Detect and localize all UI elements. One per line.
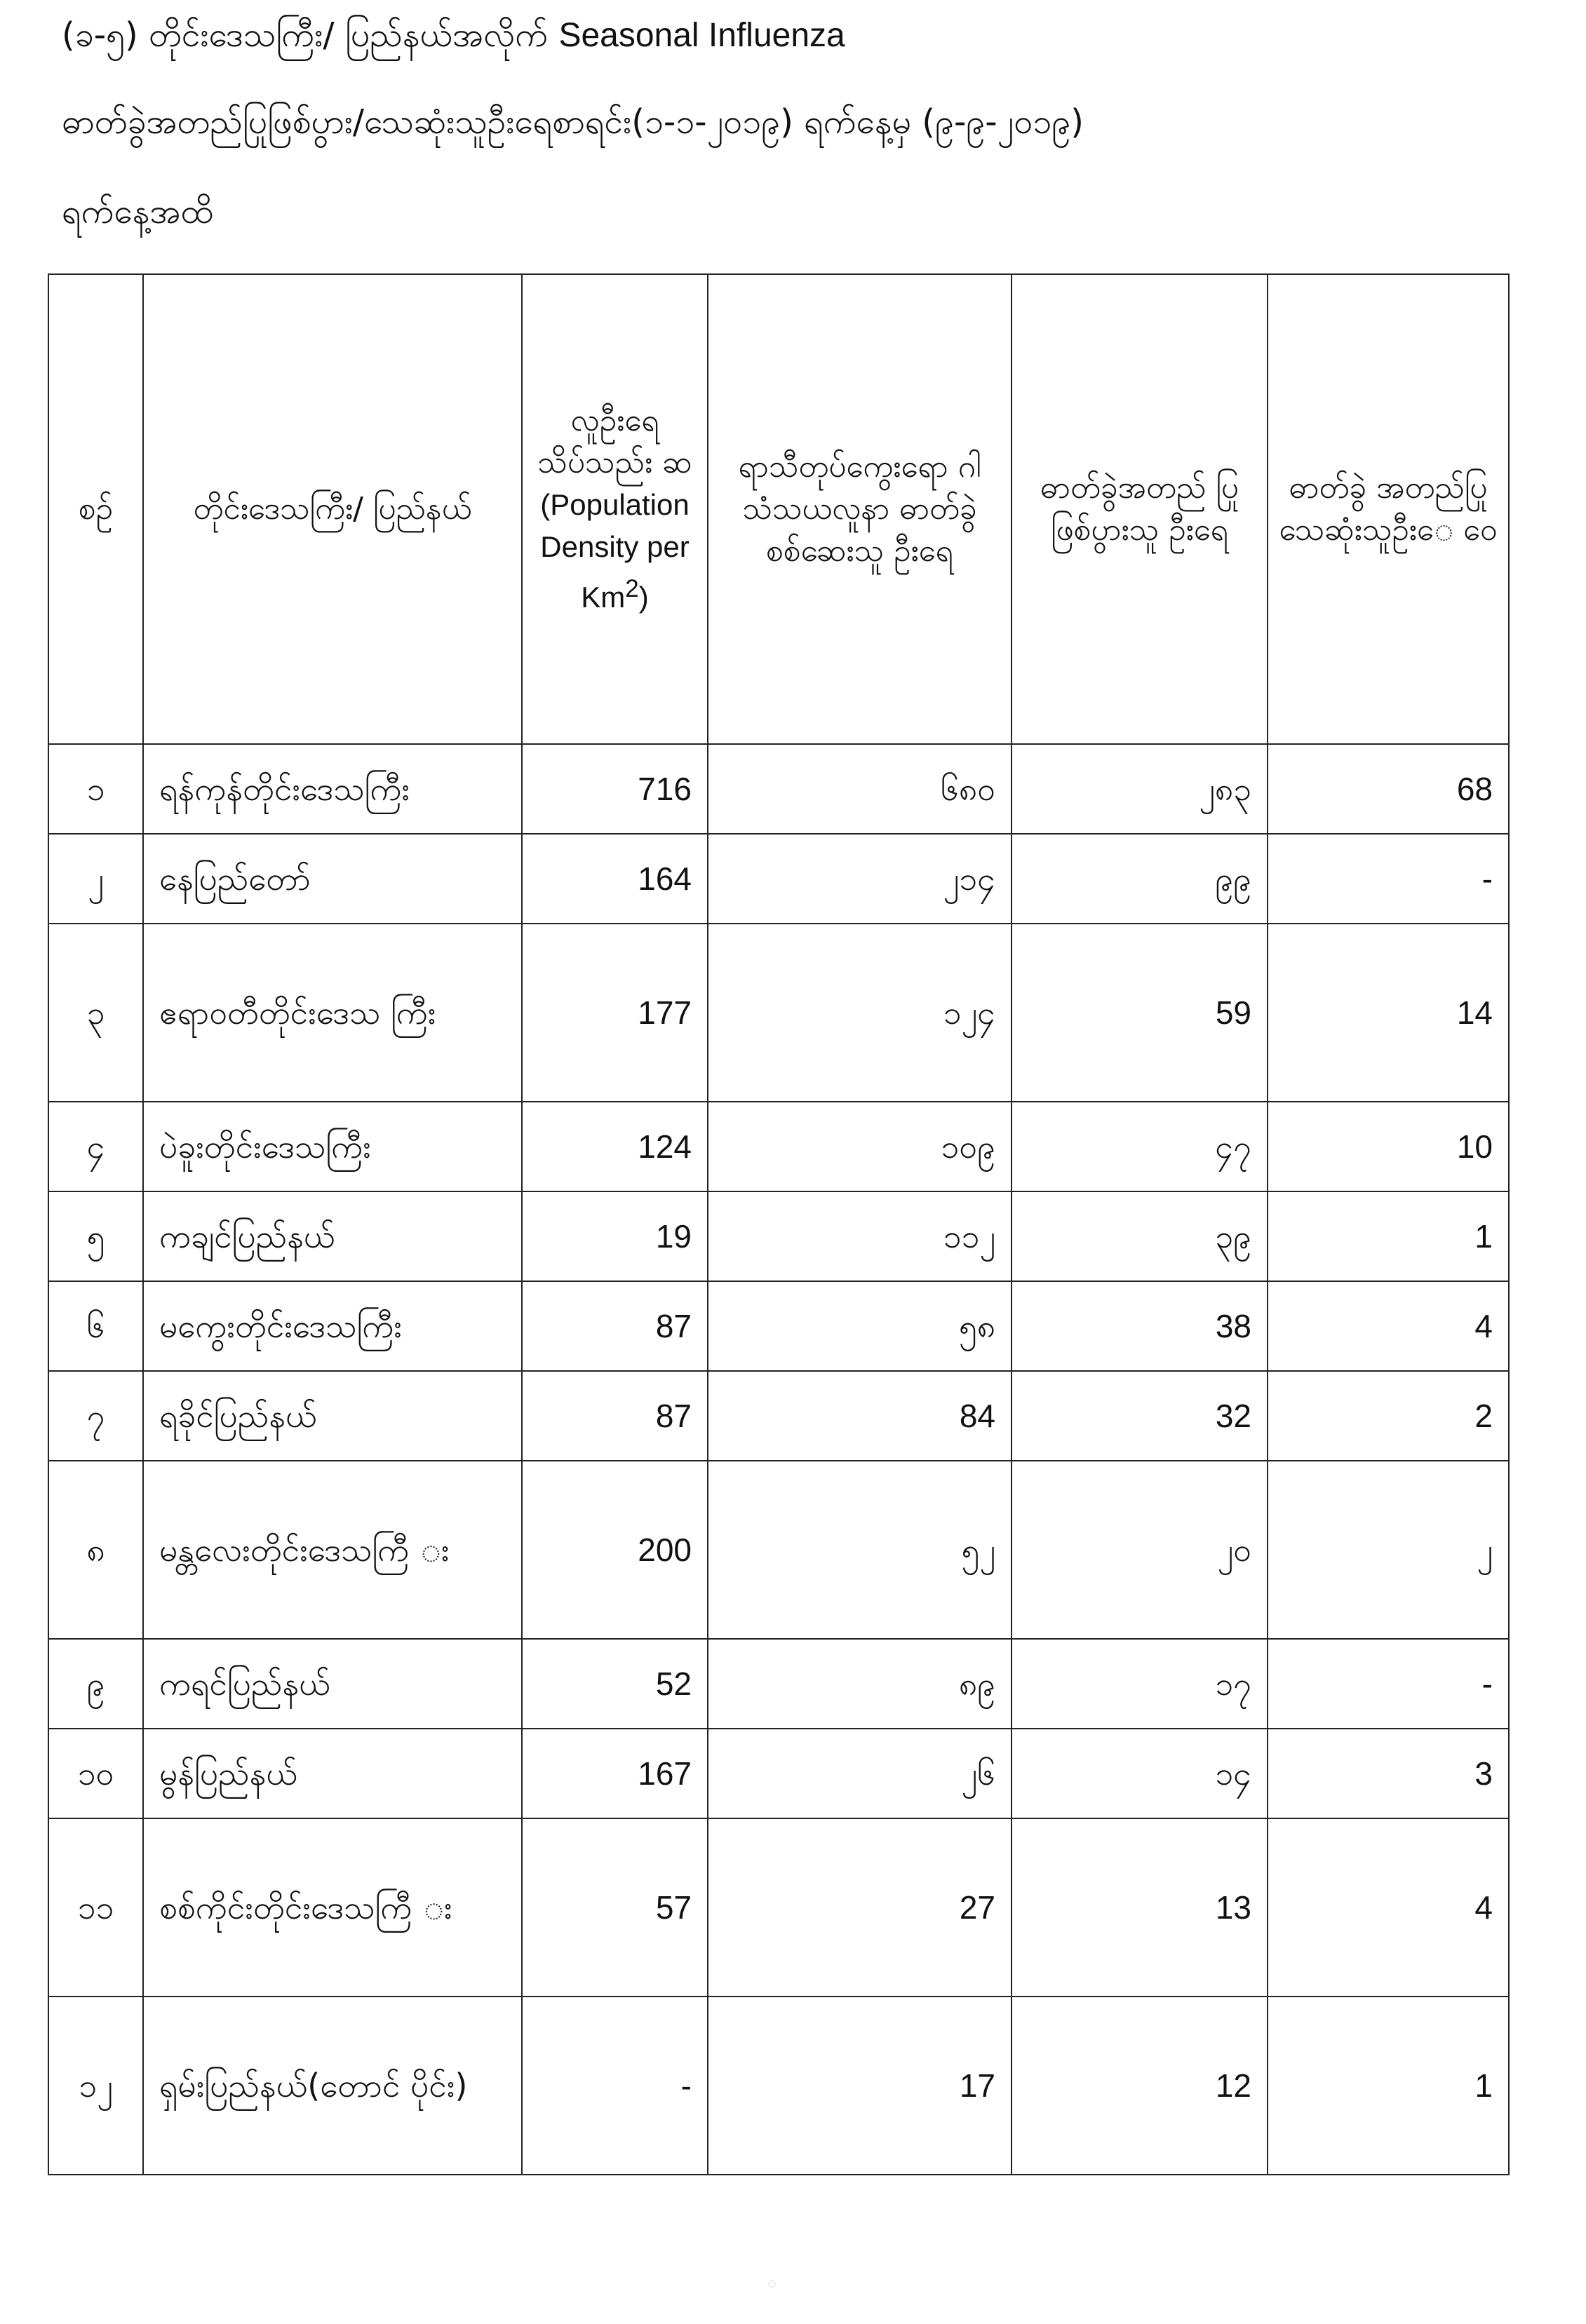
cell-confirmed: 38: [1012, 1281, 1268, 1371]
cell-deaths: 4: [1268, 1281, 1509, 1371]
cell-region: ကချင်ပြည်နယ်: [143, 1191, 522, 1281]
cell-sr: ၉: [48, 1639, 143, 1729]
cell-tested: ၁၀၉: [708, 1102, 1012, 1191]
cell-region: မကွေးတိုင်းဒေသကြီး: [143, 1281, 522, 1371]
cell-deaths: 68: [1268, 744, 1509, 834]
title-line-1: [62, 13, 1535, 58]
cell-sr: ၇: [48, 1371, 143, 1461]
header-confirmed: ဓာတ်ခွဲအတည် ပြု ဖြစ်ပွားသူ ဦးရေ: [1012, 274, 1268, 744]
cell-confirmed: 32: [1012, 1371, 1268, 1461]
title-line-2: ဓာတ်ခွဲအတည်ပြုဖြစ်ပွား/သေဆုံးသူဦးရေစာရင်း(၁-၁-၂၀၁၉) ရက်နေ့မှ (၉-၉-၂၀၁၉): [62, 102, 1084, 142]
cell-confirmed: ၉၉: [1012, 834, 1268, 924]
cell-region: မန္တလေးတိုင်းဒေသကြီ း: [143, 1461, 522, 1639]
cell-density: 164: [522, 834, 708, 924]
cell-deaths: 1: [1268, 1191, 1509, 1281]
cell-region: စစ်ကိုင်းတိုင်းဒေသကြီ း: [143, 1818, 522, 1997]
cell-region: ရန်ကုန်တိုင်းဒေသကြီး: [143, 744, 522, 834]
cell-region: ရခိုင်ပြည်နယ်: [143, 1371, 522, 1461]
cell-region: မွန်ပြည်နယ်: [143, 1729, 522, 1818]
cell-density: 167: [522, 1729, 708, 1818]
cell-density: 52: [522, 1639, 708, 1729]
table-row: [48, 1102, 1509, 1191]
cell-region: နေပြည်တော်: [143, 834, 522, 924]
cell-sr: ၁၀: [48, 1729, 143, 1818]
table-row: [48, 1729, 1509, 1818]
cell-sr: ၁၂: [48, 1997, 143, 2175]
cell-deaths: 4: [1268, 1818, 1509, 1997]
cell-density: 87: [522, 1281, 708, 1371]
cell-confirmed: 13: [1012, 1818, 1268, 1997]
cell-tested: ၅၂: [708, 1461, 1012, 1639]
cell-tested: 17: [708, 1997, 1012, 2175]
cell-sr: ၄: [48, 1102, 143, 1191]
cell-deaths: -: [1268, 1639, 1509, 1729]
cell-deaths: 1: [1268, 1997, 1509, 2175]
cell-confirmed: ၂၈၃: [1012, 744, 1268, 834]
cell-confirmed: ၃၉: [1012, 1191, 1268, 1281]
cell-confirmed: ၁၇: [1012, 1639, 1268, 1729]
title-latin: Seasonal Influenza: [558, 17, 845, 54]
cell-density: 19: [522, 1191, 708, 1281]
table-row: [48, 924, 1509, 1102]
cell-deaths: 14: [1268, 924, 1509, 1102]
cell-confirmed: ၂၀: [1012, 1461, 1268, 1639]
influenza-table: [48, 273, 1510, 2175]
cell-density: 87: [522, 1371, 708, 1461]
cell-tested: ၅၈: [708, 1281, 1012, 1371]
header-region: တိုင်းဒေသကြီး/ ပြည်နယ်: [143, 274, 522, 744]
cell-density: 177: [522, 924, 708, 1102]
cell-tested: ၂၆: [708, 1729, 1012, 1818]
table-row: [48, 1461, 1509, 1639]
cell-density: 57: [522, 1818, 708, 1997]
table-row: [48, 1371, 1509, 1461]
cell-tested: 27: [708, 1818, 1012, 1997]
cell-region: ဧရာဝတီတိုင်းဒေသ ကြီး: [143, 924, 522, 1102]
table-row: [48, 1997, 1509, 2175]
cell-sr: ၁: [48, 744, 143, 834]
cell-sr: ၅: [48, 1191, 143, 1281]
header-density-close: ): [638, 581, 649, 614]
cell-tested: ၁၂၄: [708, 924, 1012, 1102]
header-density-sup: 2: [625, 575, 639, 602]
header-density: [522, 274, 708, 744]
cell-confirmed: 12: [1012, 1997, 1268, 2175]
header-density-label: လူဦးရေ သိပ်သည်း ဆ: [537, 403, 692, 480]
cell-density: 716: [522, 744, 708, 834]
cell-density: 200: [522, 1461, 708, 1639]
cell-sr: ၃: [48, 924, 143, 1102]
cell-density: -: [522, 1997, 708, 2175]
table-row: [48, 1281, 1509, 1371]
table-row: [48, 744, 1509, 834]
header-deaths: ဓာတ်ခွဲ အတည်ပြု သေဆုံးသူဦးေ ဝေ: [1268, 274, 1509, 744]
cell-region: ပဲခူးတိုင်းဒေသကြီး: [143, 1102, 522, 1191]
cell-tested: ၈၉: [708, 1639, 1012, 1729]
cell-tested: ၁၁၂: [708, 1191, 1012, 1281]
cell-tested: ၆၈၀: [708, 744, 1012, 834]
table-header-row: [48, 274, 1509, 744]
header-density-en: [540, 488, 689, 614]
header-sr: စဉ်: [48, 274, 143, 744]
cell-tested: ၂၁၄: [708, 834, 1012, 924]
cell-sr: ၈: [48, 1461, 143, 1639]
table-row: [48, 1191, 1509, 1281]
cell-deaths: -: [1268, 834, 1509, 924]
cell-sr: ၆: [48, 1281, 143, 1371]
cell-deaths: 10: [1268, 1102, 1509, 1191]
cell-density: 124: [522, 1102, 708, 1191]
cell-confirmed: 59: [1012, 924, 1268, 1102]
cell-deaths: 2: [1268, 1371, 1509, 1461]
cell-confirmed: ၄၇: [1012, 1102, 1268, 1191]
page-footer-mark: ◦: [765, 2271, 780, 2299]
cell-sr: ၁၁: [48, 1818, 143, 1997]
header-density-en-text: (Population Density per Km: [540, 488, 690, 614]
cell-tested: 84: [708, 1371, 1012, 1461]
cell-confirmed: ၁၄: [1012, 1729, 1268, 1818]
cell-region: ရှမ်းပြည်နယ်(တောင် ပိုင်း): [143, 1997, 522, 2175]
cell-deaths: ၂: [1268, 1461, 1509, 1639]
cell-deaths: 3: [1268, 1729, 1509, 1818]
table-row: [48, 834, 1509, 924]
title-prefix: (ခ-၅) တိုင်းဒေသကြီး/ ပြည်နယ်အလိုက်: [62, 15, 549, 55]
title-line-3: ရက်နေ့အထိ: [62, 192, 213, 231]
table-row: [48, 1818, 1509, 1997]
table-row: [48, 1639, 1509, 1729]
cell-region: ကရင်ပြည်နယ်: [143, 1639, 522, 1729]
header-tested: ရာသီတုပ်ကွေးရော ဂါ သံသယလူနာ ဓာတ်ခွဲ စစ်ဆေးသူ ဦးရေ: [708, 274, 1012, 744]
cell-sr: ၂: [48, 834, 143, 924]
